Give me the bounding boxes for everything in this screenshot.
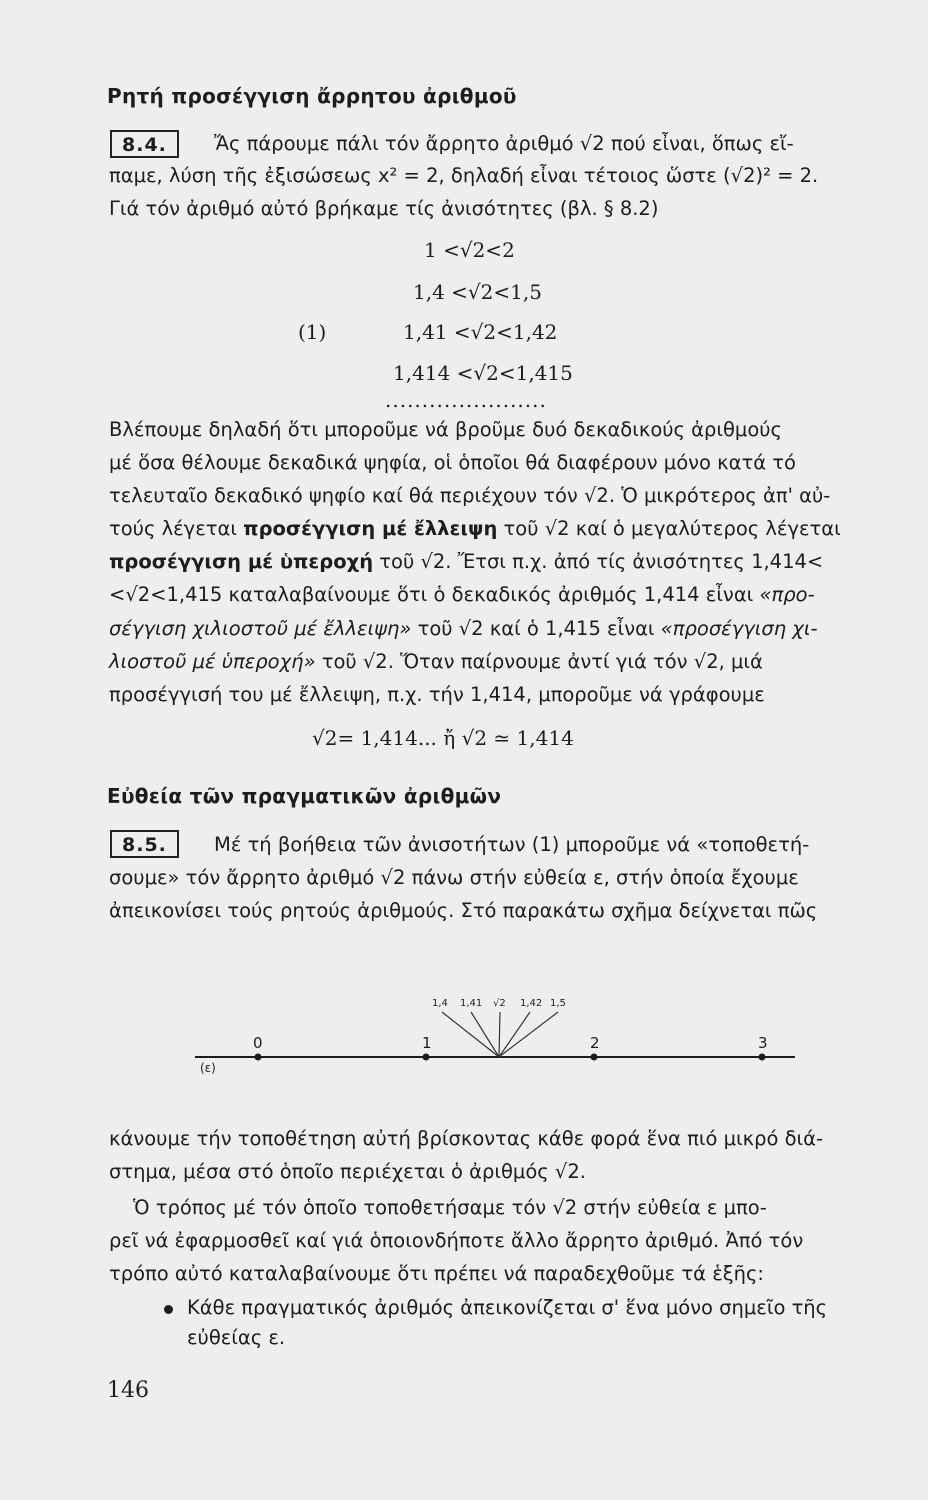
term-approx-excess: προσέγγιση μέ ὑπεροχή (109, 550, 374, 573)
approx-label-1-41: 1,41 (460, 998, 483, 1009)
para-line-8 (109, 650, 763, 673)
para-line-6-a: <√2<1,415 καταλαβαίνουμε ὅτι ὁ δεκαδικός ἀριθμός 1,414 εἶναι (109, 583, 760, 606)
s2-after-line-4: ρεῖ νά ἐφαρμοσθεῖ καί γιά ὁποιονδήποτε ἄλλο ἄρρητο ἀριθμό. Ἀπό τόν (109, 1229, 804, 1252)
page-number: 146 (107, 1378, 149, 1403)
label-1: 1 (422, 1034, 432, 1052)
point-0 (255, 1054, 262, 1061)
intro-line-2: παμε, λύση τῆς ἐξισώσεως x² = 2, δηλαδή εἶναι τέτοιος ὥστε (√2)² = 2. (109, 164, 819, 187)
section-heading-real-line: Εὐθεία τῶν πραγματικῶν ἀριθμῶν (107, 784, 502, 808)
para-line-8-a: λιοστοῦ μέ ὑπεροχή» (109, 650, 316, 673)
intro-line-1: Ἄς πάρουμε πάλι τόν ἄρρητο ἀριθμό √2 πού εἶναι, ὅπως εἴ- (214, 132, 794, 155)
number-line-figure (190, 990, 800, 1080)
point-3 (759, 1054, 766, 1061)
point-1 (423, 1054, 430, 1061)
bullet-line-1: Κάθε πραγματικός ἀριθμός ἀπεικονίζεται σ' ἕνα μόνο σημεῖο τῆς (187, 1296, 828, 1319)
approx-rays (442, 1012, 558, 1057)
ray-1-41 (471, 1012, 499, 1057)
ray-1-5 (499, 1012, 558, 1057)
para-line-3: τελευταῖο δεκαδικό ψηφίο καί θά περιέχουν τόν √2. Ὁ μικρότερος ἀπ' αὐ- (109, 484, 831, 507)
line-label-epsilon: (ε) (200, 1061, 216, 1075)
bullet-dot-icon (164, 1305, 173, 1314)
inequality-1: 1 <√2<2 (424, 238, 515, 262)
intro-line-3: Γιά τόν ἀριθμό αὐτό βρήκαμε τίς ἀνισότητες (βλ. § 8.2) (109, 197, 659, 220)
approx-label-1-4: 1,4 (432, 998, 448, 1009)
para-line-1: Βλέπουμε δηλαδή ὅτι μποροῦμε νά βροῦμε δυό δεκαδικούς ἀριθμούς (109, 418, 782, 441)
point-2 (591, 1054, 598, 1061)
approx-formula: √2= 1,414... ἤ √2 ≃ 1,414 (312, 726, 574, 750)
approx-label-1-42: 1,42 (520, 998, 543, 1009)
s2-intro-line-3: ἀπεικονίσει τούς ρητούς ἀριθμούς. Στό παρακάτω σχῆμα δείχνεται πῶς (109, 899, 818, 922)
para-line-6-b: «προ- (759, 583, 815, 606)
s2-after-line-3: Ὁ τρόπος μέ τόν ὁποῖο τοποθετήσαμε τόν √2 στήν εὐθεία ε μπο- (133, 1196, 767, 1219)
ray-sqrt2 (499, 1012, 500, 1057)
continuation-dots: ...................... (385, 388, 547, 412)
s2-intro-line-1: Μέ τή βοήθεια τῶν ἀνισοτήτων (1) μποροῦμε νά «τοποθετή- (214, 833, 810, 856)
s2-after-line-2: στημα, μέσα στό ὁποῖο περιέχεται ὁ ἀριθμός √2. (109, 1160, 586, 1183)
para-line-9: προσέγγισή του μέ ἔλλειψη, π.χ. τήν 1,414, μποροῦμε νά γράφουμε (109, 683, 765, 706)
label-0: 0 (253, 1034, 263, 1052)
para-line-8-b: τοῦ √2. Ὅταν παίρνουμε ἀντί γιά τόν √2, μιά (315, 650, 763, 673)
equation-label: (1) (298, 320, 327, 344)
label-2: 2 (590, 1034, 600, 1052)
section-heading-rational-approx: Ρητή προσέγγιση ἄρρητου ἀριθμοῦ (107, 84, 517, 108)
s2-after-line-1: κάνουμε τήν τοποθέτηση αὐτή βρίσκοντας κάθε φορά ἕνα πιό μικρό διά- (109, 1127, 823, 1150)
para-line-4-c: τοῦ √2 καί ὁ μεγαλύτερος λέγεται (497, 517, 841, 540)
section-number-8-5: 8.5. (110, 830, 179, 858)
para-line-4 (109, 517, 841, 540)
para-line-7-a: σέγγιση χιλιοστοῦ μέ ἔλλειψη» (109, 617, 412, 640)
para-line-7-c: «προσέγγιση χι- (660, 617, 818, 640)
label-3: 3 (758, 1034, 768, 1052)
ray-1-4 (442, 1012, 499, 1057)
para-line-5-b: τοῦ √2. Ἔτσι π.χ. ἀπό τίς ἀνισότητες 1,414< (373, 550, 824, 573)
para-line-4-a: τούς λέγεται (109, 517, 244, 540)
term-approx-deficit: προσέγγιση μέ ἔλλειψη (243, 517, 498, 540)
approx-label-sqrt2: √2 (493, 998, 506, 1009)
inequality-3: 1,41 <√2<1,42 (403, 320, 558, 344)
bullet-line-2: εὐθείας ε. (187, 1326, 286, 1349)
ray-1-42 (499, 1012, 530, 1057)
inequality-4: 1,414 <√2<1,415 (393, 361, 573, 385)
s2-intro-line-2: σουμε» τόν ἄρρητο ἀριθμό √2 πάνω στήν εὐθεία ε, στήν ὁποία ἔχουμε (109, 866, 799, 889)
para-line-6 (109, 583, 815, 606)
s2-after-line-5: τρόπο αὐτό καταλαβαίνουμε ὅτι πρέπει νά παραδεχθοῦμε τά ἑξῆς: (109, 1262, 764, 1285)
approx-label-1-5: 1,5 (550, 998, 566, 1009)
para-line-7-b: τοῦ √2 καί ὁ 1,415 εἶναι (411, 617, 661, 640)
para-line-5 (109, 550, 823, 573)
para-line-7 (109, 617, 818, 640)
inequality-2: 1,4 <√2<1,5 (413, 280, 542, 304)
para-line-2: μέ ὅσα θέλουμε δεκαδικά ψηφία, οἱ ὁποῖοι θά διαφέρουν μόνο κατά τό (109, 451, 796, 474)
section-number-8-4: 8.4. (110, 130, 179, 158)
